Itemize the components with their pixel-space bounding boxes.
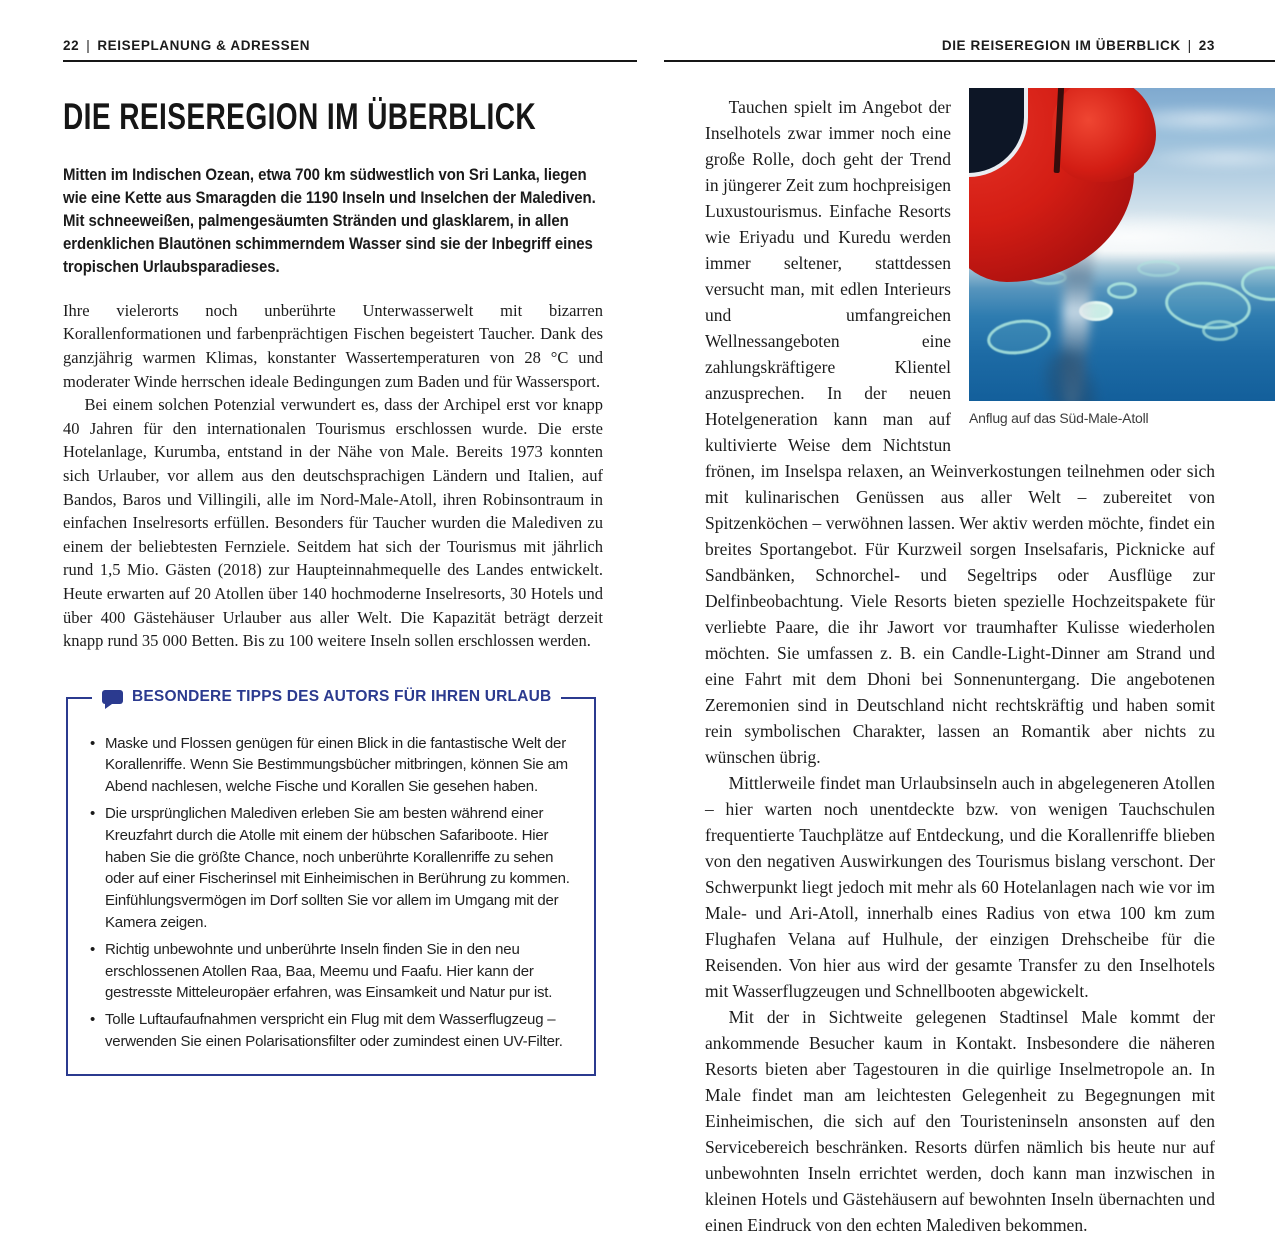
red-nose-cone — [1052, 88, 1156, 182]
running-head-right — [705, 38, 1215, 53]
body-paragraph: Bei einem solchen Potenzial verwundert es, dass der Archipel erst vor knapp 40 Jahren für den internationalen Tourismus erschlossen wurde. Die erste Hotelanlage, Kurumba, entstand in der Nähe von Male. Bereits 1973 konnten sich Urlauber, vor allem aus den deutschsprachigen Ländern und Italien, auf Bandos, Baros und Villingili, alle im Nord-Male-Atoll, ihren Robinsontraum in einfachen Inselresorts erfüllen. Besonders für Taucher wurden die Malediven zu einem der beliebtesten Fernziele. Seitdem hat sich der Tourismus mit jährlich rund 1,5 Mio. Gästen (2018) zur Haupteinnahmequelle des Landes entwickelt. Heute erwarten auf 20 Atollen über 140 hochmoderne Inselresorts, 30 Hotels und über 400 Gästehäuser Urlauber aus aller Welt. Die Kapazität beträgt derzeit knapp rund 35 000 Betten. Bis zu 100 weitere Inseln sollen erschlossen werden. — [63, 395, 603, 651]
atoll-ring — [1202, 320, 1239, 342]
seaplane-photo-figure — [969, 88, 1275, 426]
cloud-wisp — [1137, 144, 1275, 172]
body-text-right — [705, 94, 1215, 1238]
atoll-ring — [1137, 260, 1180, 277]
running-head-left-label: REISEPLANUNG & ADRESSEN — [97, 38, 311, 53]
tips-box-header — [92, 688, 561, 706]
page-left — [63, 38, 603, 1076]
header-rule-left — [63, 60, 637, 62]
body-text-left — [63, 299, 603, 653]
page-right — [705, 38, 1215, 1238]
propeller-blur — [1037, 346, 1103, 401]
body-paragraph: Tauchen spielt im Angebot der Inselhotels zwar immer noch eine große Rolle, doch geht der Trend in jüngerer Zeit zum hochpreisigen Luxustourismus. Einfache Resorts wie Eriyadu und Kuredu werden immer seltener, stattdessen versucht man, mit edlen Interieurs und umfangreichen Wellnessangeboten eine zahlungskräftigere Klientel anzusprechen. In der neuen Hotelgeneration kann man auf kultivierte Weise dem Nichtstun frönen, im Inselspa relaxen, an Weinverkostungen teilnehmen oder sich mit kulinarischen Genüssen aus aller Welt – zubereitet von Spitzenköchen – verwöhnen lassen. Wer aktiv werden möchte, findet ein breites Sportangebot. Für Kurzweil sorgen Inselsafaris, Picknicke auf Sandbänken, Schnorchel- und Segeltrips oder Ausflüge zur Delfinbeobachtung. Viele Resorts bieten spezielle Hochzeitspakete für verliebte Paare, die ihr Jawort vor traumhafter Kulisse wiederholen möchten. Sie umfassen z. B. ein Candle-Light-Dinner am Strand und eine Fahrt mit dem Dhoni bei Sonnenuntergang. Die angebotenen Zeremonien sind in Deutschland nicht rechtskräftig und haben somit rein symbolischen Charakter, lassen an Romantik aber nichts zu wünschen übrig. — [705, 97, 1215, 767]
atoll-ring — [985, 315, 1053, 358]
speech-bubble-icon — [102, 690, 123, 704]
tips-item: • Maske und Flossen genügen für einen Blick in die fantastische Welt der Korallenriffe. Wenn Sie Bestimmungsbücher mitbringen, können Sie am Abend nachlesen, welche Fische und Korallen Sie gesehen haben. — [90, 733, 578, 798]
page-number-right: 23 — [1198, 38, 1215, 53]
header-rule-right — [664, 60, 1275, 62]
lead-paragraph: Mitten im Indischen Ozean, etwa 700 km südwestlich von Sri Lanka, liegen wie eine Kette aus Smaragden die 1190 Inseln und Inselchen der Malediven. Mit schneeweißen, palmengesäumten Stränden und glasklarem, in allen erdenklichen Blautönen schimmerndem Wasser sind sie der Inbegriff eines tropischen Urlaubsparadieses. — [63, 164, 596, 276]
tips-box-title: BESONDERE TIPPS DES AUTORS FÜR IHREN URLAUB — [132, 687, 552, 705]
photo-caption: Anflug auf das Süd-Male-Atoll — [969, 410, 1149, 426]
running-head-left — [63, 38, 603, 53]
body-paragraph: Mit der in Sichtweite gelegenen Stadtinsel Male kommt der ankommende Besucher kaum in Kontakt. Insbesondere die näheren Resorts bieten aber Tagestouren in die quirlige Inselmetropole an. In Male findet man am leichtesten Gelegenheit zu Begegnungen mit Einheimischen, die sich auf den Touristeninseln ansonsten auf den Servicebereich beschränken. Resorts dürfen nämlich bis heute nur auf unbewohnten Inseln errichtet werden, doch kann man inzwischen in kleinen Hotels und Gästehäusern auf bewohnten Inseln übernachten und einen Eindruck von den echten Malediven bekommen. — [705, 1007, 1215, 1235]
atoll-ring — [1107, 282, 1137, 299]
tips-list — [80, 733, 578, 1053]
body-paragraph: Mittlerweile findet man Urlaubsinseln auch in abgelegeneren Atollen – hier warten noch unentdeckte bzw. von wenigen Tauchschulen frequentierte Tauchplätze auf Entdeckung, und die Korallenriffe blieben von den negativen Auswirkungen des Tourismus bislang verschont. Der Schwerpunkt liegt jedoch mit mehr als 60 Hotelanlagen nach wie vor im Male- und Ari-Atoll, innerhalb eines Radius von etwa 100 km zum Flughafen Velana auf Hulhule, der einzigen Drehscheibe für die Reisenden. Von hier aus wird der gesamte Transfer zu den Inselhotels mit Wasserflugzeugen und Schnellbooten abgewickelt. — [705, 773, 1215, 1001]
tips-item: • Die ursprünglichen Malediven erleben Sie am besten während einer Kreuzfahrt durch die Atolle mit einem der hübschen Safariboote. Hier haben Sie die größte Chance, noch unberührte Korallenriffe zu sehen oder auf einer Fischerinsel mit Einheimischen in Berührung zu kommen. Einfühlungsvermögen im Dorf sollten Sie vor allem im Umgang mit der Kamera zeigen. — [90, 803, 578, 934]
tips-box — [66, 687, 596, 1076]
seaplane-photo — [969, 88, 1275, 401]
body-paragraph: Ihre vielerorts noch unberührte Unterwasserwelt mit bizarren Korallenformationen und farbenprächtigen Fischen begeistert Taucher. Dank des ganzjährig warmen Klimas, konstanter Wassertemperaturen von 28 °C und moderater Winde herrschen ideale Bedingungen zum Baden und für Wassersport. — [63, 300, 603, 391]
tips-item: • Tolle Luftaufaufnahmen verspricht ein Flug mit dem Wasserflugzeug – verwenden Sie einen Polarisationsfilter oder zumindest einen UV-Filter. — [90, 1009, 578, 1053]
running-head-right-label: DIE REISEREGION IM ÜBERBLICK — [941, 38, 1181, 53]
page-number-left: 22 — [63, 38, 80, 53]
running-head-separator: | — [1187, 38, 1192, 53]
running-head-separator: | — [86, 38, 91, 53]
atoll-ring — [1241, 266, 1275, 300]
page-title: DIE REISEREGION IM ÜBERBLICK — [63, 96, 537, 137]
tips-item: • Richtig unbewohnte und unberührte Inseln finden Sie in den neu erschlossenen Atollen Raa, Baa, Meemu und Faafu. Hier kann der gestresste Mitteleuropäer erfahren, was Einsamkeit und Natur pur ist. — [90, 939, 578, 1004]
